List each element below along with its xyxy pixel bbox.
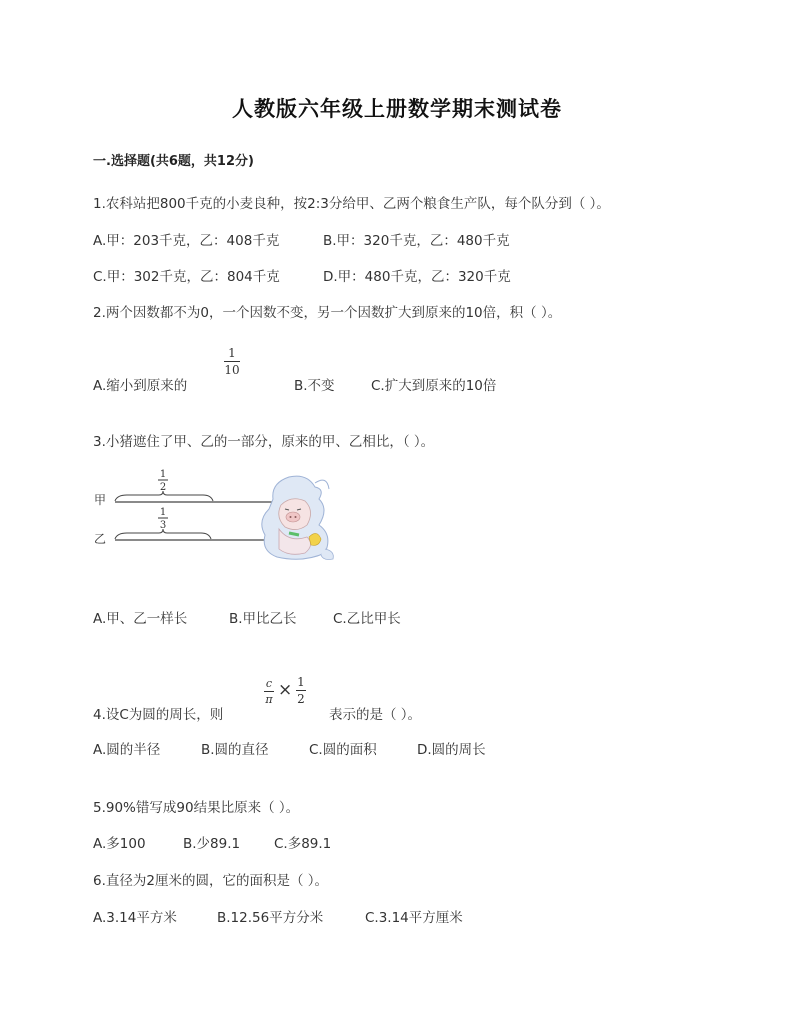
fraction-bar: [224, 361, 240, 362]
label-jia: 甲: [94, 493, 107, 507]
fraction-bar: [264, 691, 274, 692]
question-4-option-b: B.圆的直径: [201, 742, 269, 758]
question-5-option-c: C.多89.1: [274, 836, 332, 852]
question-4-stem-suffix: 表示的是（ ）。: [329, 707, 422, 723]
times-sign: ×: [278, 680, 293, 700]
question-6-option-a: A.3.14平方米: [93, 910, 177, 926]
question-3-figure: [93, 465, 353, 565]
fraction-numerator: c: [265, 677, 273, 690]
question-1-option-d: D.甲：480千克，乙：320千克: [323, 269, 511, 285]
question-4-option-c: C.圆的面积: [309, 742, 377, 758]
fraction-bar: [296, 690, 306, 691]
question-4-option-a: A.圆的半径: [93, 742, 161, 758]
question-3-option-b: B.甲比乙长: [229, 611, 297, 627]
question-4-stem-prefix: 4.设C为圆的周长，则: [93, 707, 224, 723]
fraction-denominator: 2: [297, 692, 305, 706]
label-yi: 乙: [94, 532, 107, 546]
question-2-option-a: A.缩小到原来的: [93, 378, 188, 394]
fraction-denominator: 10: [224, 363, 240, 377]
question-1-option-c: C.甲：302千克，乙：804千克: [93, 269, 280, 285]
bottom-fraction-numerator: 1: [159, 507, 167, 518]
segment-diagram: [93, 465, 353, 565]
question-2-option-c: C.扩大到原来的10倍: [371, 378, 497, 394]
question-1-option-b: B.甲：320千克，乙：480千克: [323, 233, 510, 249]
question-5-option-a: A.多100: [93, 836, 146, 852]
question-6-option-c: C.3.14平方厘米: [365, 910, 463, 926]
section-heading: 一.选择题(共6题，共12分): [93, 154, 254, 169]
question-3-option-c: C.乙比甲长: [333, 611, 401, 627]
question-5-option-b: B.少89.1: [183, 836, 241, 852]
question-5-stem: 5.90%错写成90结果比原来（ ）。: [93, 800, 300, 816]
fraction-c-over-pi: [264, 678, 274, 705]
pig-icon: [262, 476, 334, 559]
bottom-brace: [115, 529, 211, 539]
question-3-stem: 3.小猪遮住了甲、乙的一部分，原来的甲、乙相比，（ ）。: [93, 434, 435, 450]
question-2-option-b: B.不变: [294, 378, 335, 394]
fraction-numerator: 1: [297, 675, 305, 689]
question-4-option-d: D.圆的周长: [417, 742, 486, 758]
top-fraction-numerator: 1: [159, 469, 167, 480]
question-2-stem: 2.两个因数都不为0，一个因数不变，另一个因数扩大到原来的10倍，积（ ）。: [93, 305, 562, 321]
fraction-one-half: [296, 676, 306, 705]
question-6-option-b: B.12.56平方分米: [217, 910, 324, 926]
top-fraction-denominator: 2: [159, 482, 167, 493]
fraction-denominator: π: [265, 693, 273, 706]
question-1-option-a: A.甲：203千克，乙：408千克: [93, 233, 280, 249]
page-title: 人教版六年级上册数学期末测试卷: [232, 96, 562, 121]
bottom-fraction-denominator: 3: [159, 520, 167, 531]
fraction-one-tenth: [224, 347, 240, 376]
question-1-stem: 1.农科站把800千克的小麦良种，按2:3分给甲、乙两个粮食生产队，每个队分到（ ）。: [93, 196, 610, 212]
question-6-stem: 6.直径为2厘米的圆，它的面积是（ ）。: [93, 873, 329, 889]
question-3-option-a: A.甲、乙一样长: [93, 611, 188, 627]
fraction-numerator: 1: [228, 346, 236, 360]
